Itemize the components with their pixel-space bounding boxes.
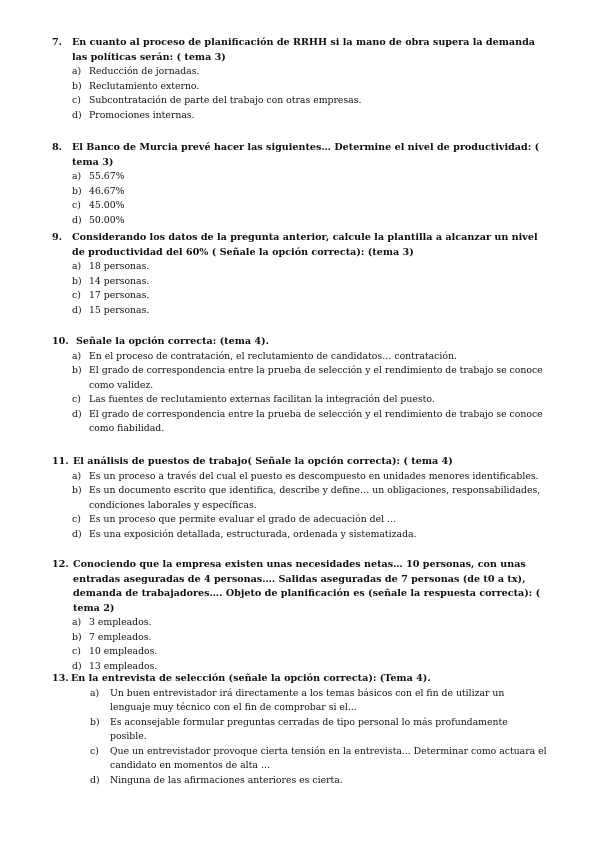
option-letter: a) (72, 470, 82, 482)
question-header (52, 36, 547, 65)
question-text: El Banco de Murcia prevé hacer las siguientes… Determine el nivel de productividad: ( tema 3) (72, 142, 540, 168)
option-a (72, 470, 547, 485)
option-text: 18 personas. (89, 261, 150, 272)
question-8 (52, 141, 557, 228)
option-b (72, 275, 547, 290)
option-letter: a) (72, 261, 82, 272)
option-c (72, 199, 557, 214)
option-b (72, 364, 547, 393)
option-c (72, 393, 547, 408)
question-header (52, 141, 557, 170)
option-b (72, 484, 547, 513)
option-letter: d) (72, 660, 82, 672)
option-letter: b) (72, 80, 82, 92)
question-number: 13. (52, 673, 69, 684)
option-c (90, 745, 547, 774)
option-letter: c) (72, 394, 81, 405)
option-c (72, 513, 547, 528)
option-letter: d) (72, 304, 82, 316)
question-number: 10. (52, 336, 69, 347)
option-text: 3 empleados. (89, 617, 152, 628)
option-b (72, 631, 547, 646)
option-c (72, 289, 547, 304)
option-letter: c) (72, 95, 81, 106)
option-text: El grado de correspondencia entre la prueba de selección y el rendimiento de trabajo se conoce como fiabilidad. (89, 408, 543, 434)
option-letter: b) (72, 485, 82, 496)
option-text: Ninguna de las afirmaciones anteriores es cierta. (110, 774, 343, 786)
question-text: En cuanto al proceso de planificación de RRHH si la mano de obra supera la demanda las políticas serán: ( tema 3) (72, 37, 536, 63)
option-text: 13 empleados. (89, 660, 158, 672)
option-letter: b) (90, 716, 100, 728)
option-a (72, 616, 547, 631)
option-d (72, 214, 557, 229)
option-letter: b) (72, 631, 82, 643)
option-letter: b) (72, 275, 82, 287)
option-text: 50.00% (89, 214, 125, 226)
option-d (72, 408, 547, 437)
option-c (72, 645, 547, 660)
option-d (72, 528, 547, 543)
option-text: Subcontratación de parte del trabajo con otras empresas. (89, 95, 362, 106)
option-text: Reducción de jornadas. (89, 66, 200, 77)
option-text: Promociones internas. (89, 109, 195, 121)
question-text: Considerando los datos de la pregunta anterior, calcule la plantilla a alcanzar un nivel de productividad del 60% ( Señale la opción correcta): (tema 3) (72, 232, 538, 258)
question-text: Conociendo que la empresa existen unas necesidades netas… 10 personas, con unas entradas aseguradas de 4 personas…. Salidas aseguradas de 7 personas (de t0 a tx), demanda de trabajadores…. Objeto de planificación es (señale la respuesta correcta): ( tema 2) (73, 559, 541, 614)
question-text: En la entrevista de selección (señale la opción correcta): (Tema 4). (71, 673, 431, 684)
option-b (90, 716, 547, 745)
question-number: 7. (52, 37, 63, 48)
option-a (72, 260, 547, 275)
option-letter: c) (72, 290, 81, 301)
question-header (52, 672, 547, 687)
question-header (52, 455, 547, 470)
option-letter: b) (72, 365, 82, 376)
question-header (52, 558, 547, 616)
option-c (72, 94, 547, 109)
option-text: Es una exposición detallada, estructurada, ordenada y sistematizada. (89, 528, 417, 540)
question-11 (52, 455, 547, 542)
option-text: Que un entrevistador provoque cierta tensión en la entrevista... Determinar como actuara el candidato en momentos de alta … (110, 745, 547, 771)
option-text: Es un documento escrito que identifica, describe y define… un obligaciones, responsabilidades, condiciones laborales y específicas. (89, 485, 541, 511)
option-letter: a) (90, 687, 100, 699)
option-letter: d) (72, 408, 82, 420)
option-text: Un buen entrevistador irá directamente a los temas básicos con el fin de utilizar un lenguaje muy técnico con el fin de comprobar si el... (110, 687, 505, 713)
option-d (72, 304, 547, 319)
question-10 (52, 335, 547, 437)
option-letter: d) (72, 214, 82, 226)
option-letter: c) (72, 646, 81, 657)
option-text: Es un proceso a través del cual el puesto es descompuesto en unidades menores identificables. (89, 470, 539, 482)
option-letter: a) (72, 66, 82, 77)
question-number: 8. (52, 142, 63, 153)
question-number: 12. (52, 559, 69, 570)
option-letter: a) (72, 617, 82, 628)
option-letter: c) (72, 514, 81, 525)
option-a (72, 170, 557, 185)
option-letter: b) (72, 185, 82, 197)
option-text: 17 personas. (89, 290, 150, 301)
option-a (72, 65, 547, 80)
question-text: El análisis de puestos de trabajo( Señale la opción correcta): ( tema 4) (73, 456, 453, 467)
option-letter: c) (72, 200, 81, 211)
question-header (52, 335, 547, 350)
option-letter: d) (90, 774, 100, 786)
option-text: 14 personas. (89, 275, 150, 287)
question-7 (52, 36, 547, 123)
option-text: 7 empleados. (89, 631, 152, 643)
option-letter: d) (72, 109, 82, 121)
option-text: Las fuentes de reclutamiento externas facilitan la integración del puesto. (89, 394, 435, 405)
question-text: Señale la opción correcta: (tema 4). (76, 336, 269, 347)
question-12 (52, 558, 547, 674)
option-text: Reclutamiento externo. (89, 80, 200, 92)
question-number: 9. (52, 232, 63, 243)
option-letter: d) (72, 528, 82, 540)
option-b (72, 185, 557, 200)
option-text: 55.67% (89, 171, 125, 182)
option-letter: a) (72, 350, 82, 362)
option-text: El grado de correspondencia entre la prueba de selección y el rendimiento de trabajo se conoce como validez. (89, 365, 543, 391)
question-9 (52, 231, 547, 318)
question-header (52, 231, 547, 260)
option-text: En el proceso de contratación, el reclutamiento de candidatos… contratación. (89, 350, 457, 362)
option-text: 15 personas. (89, 304, 150, 316)
question-13 (52, 672, 547, 788)
option-a (72, 350, 547, 365)
option-text: 46.67% (89, 185, 125, 197)
question-number: 11. (52, 456, 69, 467)
option-text: Es un proceso que permite evaluar el grado de adecuación del … (89, 514, 397, 525)
option-text: 10 empleados. (89, 646, 158, 657)
option-d (90, 774, 547, 789)
option-letter: a) (72, 171, 82, 182)
option-text: Es aconsejable formular preguntas cerradas de tipo personal lo más profundamente posible. (110, 716, 508, 742)
option-a (90, 687, 547, 716)
option-d (72, 109, 547, 124)
option-letter: c) (90, 745, 99, 757)
option-text: 45.00% (89, 200, 125, 211)
option-b (72, 80, 547, 95)
